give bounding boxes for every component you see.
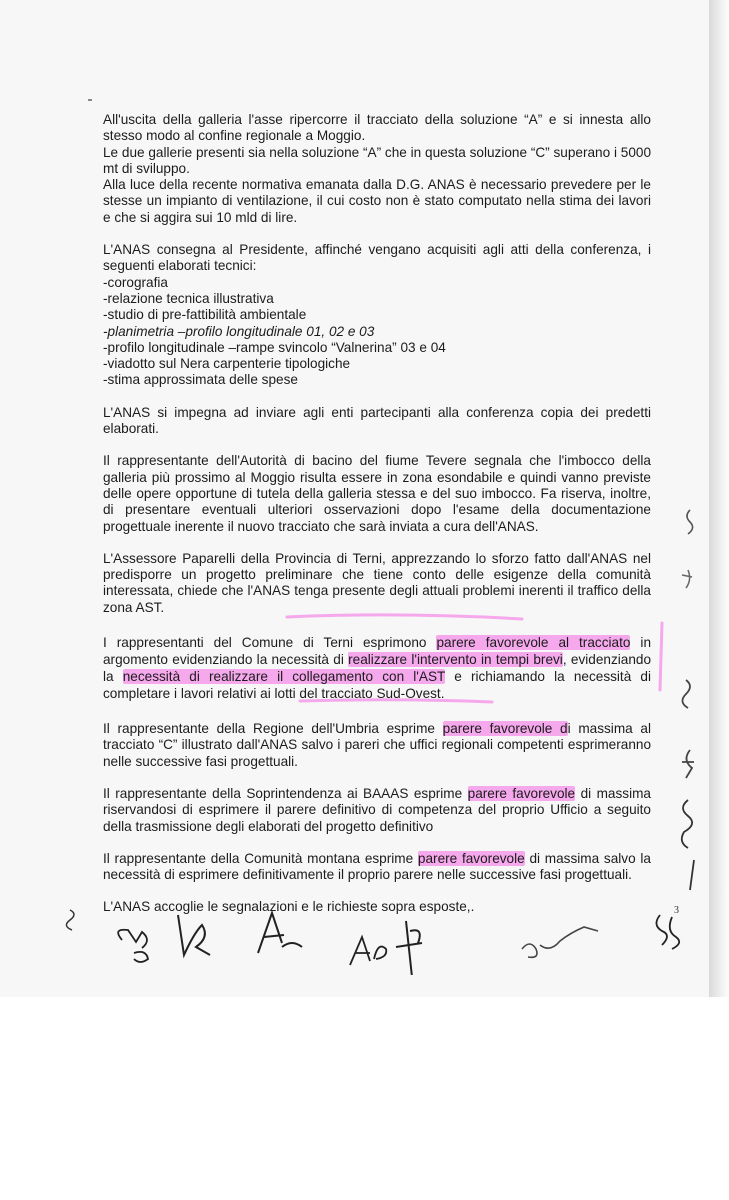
signatures: [60, 895, 709, 975]
handwriting-stroke: [682, 570, 692, 588]
text-span: Il rappresentante della Soprintendenza ai BAAAS esprime: [103, 785, 468, 801]
text-span: , evidenziando la: [103, 652, 652, 685]
text-span: Il rappresentante della Comunità montana esprime: [103, 850, 418, 866]
highlighted-text: parere favorevole: [417, 850, 525, 866]
text-span: di massima salvo la necessità di esprimere definitivamente il proprio parere nelle successive fasi progettuali.: [103, 850, 651, 883]
handwriting-stroke: [682, 800, 692, 848]
signature-mark: [118, 930, 148, 962]
paragraph-3: L'ANAS si impegna ad inviare agli enti partecipanti alla conferenza copia dei predetti elaborati.: [103, 404, 651, 437]
list-item: -studio di pre-fattibilità ambientale: [103, 307, 307, 323]
paragraph-1-line-2: Le due gallerie presenti sia nella soluzione “A” che in questa soluzione “C” superano i 5000 mt di sviluppo.: [103, 144, 651, 176]
highlighted-text: parere favorevole: [467, 785, 576, 801]
text-span: di massima riservandosi di esprimere il parere definitivo di competenza del proprio Ufficio a seguito della trasmissione degli elaborati del progetto definitivo: [103, 785, 651, 834]
list-item: -stima approssimata delle spese: [103, 372, 298, 388]
highlighted-text: parere favorevole d: [442, 721, 568, 737]
handwriting-stroke: [682, 680, 690, 708]
paragraph-5: L'Assessore Paparelli della Provincia di Terni, apprezzando lo sforzo fatto dall'ANAS nel predisporre un progetto preliminare che tiene conto delle esigenze della comunità interessata, chiede che l'ANAS tenga presente degli attuali problemi inerenti il traffico della zona AST.: [103, 550, 651, 615]
margin-handwriting: [660, 500, 709, 900]
list-item: -relazione tecnica illustrativa: [103, 290, 274, 306]
signature-mark: [350, 937, 386, 965]
handwriting-stroke: [690, 860, 694, 890]
paragraph-4: Il rappresentante dell'Autorità di bacino del fiume Tevere segnala che l'imbocco della galleria più prossimo al Moggio risulta essere in zona esondabile e quindi vanno previste delle opere opportune di tutela della galleria stessa e del suo imbocco. Fa riserva, inoltre, di presentare eventuali ulteriori osservazioni dopo l'esame della documentazione progettuale inerente il nuovo tracciato che sarà inviata a cura dell'ANAS.: [103, 453, 651, 534]
paragraph-10: L'ANAS accoglie le segnalazioni e le richieste sopra esposte,.: [103, 899, 475, 915]
paragraph-1-line-3: Alla luce della recente normativa emanata dalla D.G. ANAS è necessario prevedere per le stesse un impianto di ventilazione, il cui costo non è stato computato nella stima dei lavori e che si aggira sui 10 mld di lire.: [103, 177, 651, 225]
highlighted-text: necessità di realizzare il collegamento con l'AST: [122, 669, 446, 685]
highlight-stroke-bottom: [300, 700, 492, 702]
signature-mark: [396, 921, 422, 975]
text-span: I rappresentanti del Comune di Terni esprimono: [103, 635, 437, 651]
handwriting-stroke: [682, 750, 694, 778]
text-span: in argomento evidenziando la necessità di: [103, 635, 651, 668]
text-span: i massima al tracciato “C” illustrato dall'ANAS salvo i pareri che uffici regionali competenti esprimeranno nelle successive fasi progettuali.: [103, 721, 651, 769]
page-number: 3: [674, 905, 679, 916]
signature-mark: [178, 915, 210, 955]
signature-mark: [66, 910, 74, 930]
text-span: e richiamando la necessità di completare i lavori relativi ai lotti del tracciato Sud-Ovest.: [103, 669, 651, 702]
highlighted-text: realizzare l'intervento in tempi brevi: [348, 652, 563, 668]
text-span: Il rappresentante della Regione dell'Umbria esprime: [103, 721, 443, 737]
signature-mark: [656, 915, 679, 949]
highlight-stroke-top: [287, 615, 522, 619]
handwriting-stroke: [687, 510, 693, 534]
list-item: -planimetria –profilo longitudinale 01, 02 e 03: [103, 323, 375, 339]
list-item: -viadotto sul Nera carpenterie tipologiche: [103, 356, 351, 372]
signature-mark: [522, 927, 598, 957]
paragraph-2-intro: L'ANAS consegna al Presidente, affinché vengano acquisiti agli atti della conferenza, i seguenti elaborati tecnici:: [103, 242, 651, 274]
paragraph-1-line-1: All'uscita della galleria l'asse ripercorre il tracciato della soluzione “A” e si innesta allo stesso modo al confine regionale a Moggio.: [103, 112, 651, 144]
signature-mark: [258, 913, 302, 953]
list-item: -corografia: [103, 274, 168, 290]
scan-edge: [709, 0, 729, 997]
list-item: -profilo longitudinale –rampe svincolo “Valnerina” 03 e 04: [103, 339, 446, 355]
highlighted-text: parere favorevole al tracciato: [436, 635, 631, 651]
